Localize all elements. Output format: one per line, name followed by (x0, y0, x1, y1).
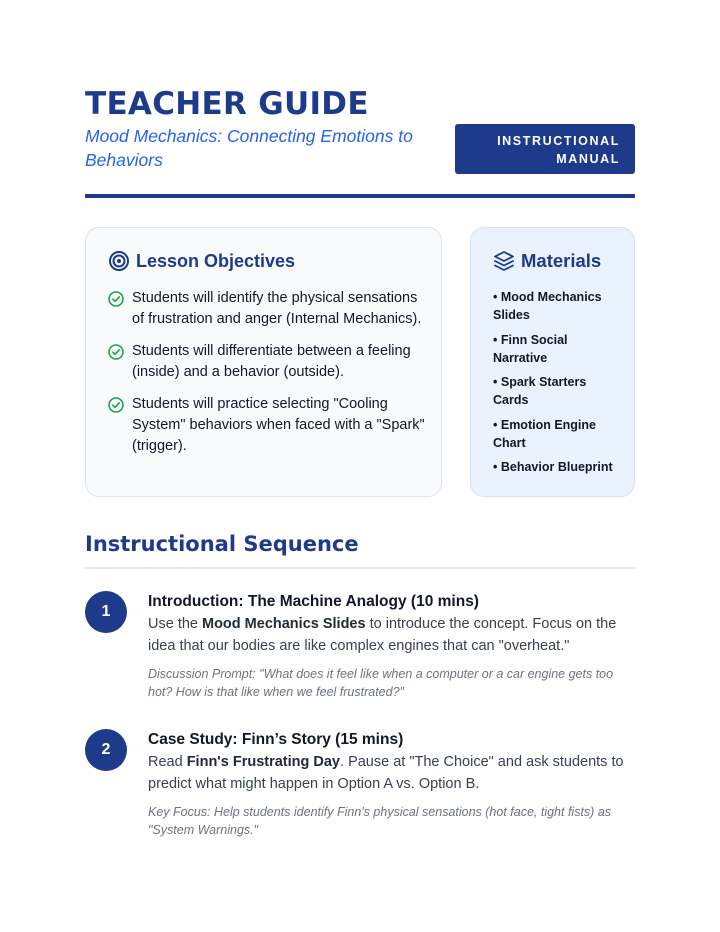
material-text: Mood Mechanics Slides (493, 290, 602, 322)
objective-text: Students will practice selecting "Cooling System" behaviors when faced with a "Spark" (trigger). (132, 396, 425, 454)
materials-list (493, 288, 623, 483)
badge-line-2: MANUAL (556, 152, 620, 166)
lesson-objectives-card (85, 227, 442, 497)
step-desc-bold: Finn's Frustrating Day (186, 754, 341, 770)
objectives-header (108, 250, 295, 272)
step-desc-text: to introduce the concept. Focus on the idea that our bodies are like complex engines that can "overheat." (148, 616, 617, 654)
materials-card (470, 227, 635, 497)
material-item: • Emotion Engine Chart (493, 417, 596, 450)
step-desc-text: Use the (148, 616, 202, 632)
objective-text: Students will identify the physical sensations of frustration and anger (Internal Mechanics). (132, 290, 422, 327)
target-icon (108, 250, 130, 272)
step-body (148, 591, 638, 701)
sequence-divider (85, 567, 635, 569)
objectives-heading: Lesson Objectives (136, 250, 296, 271)
material-item: • Spark Starters Cards (493, 375, 587, 407)
materials-header (493, 250, 601, 272)
material-item: • Mood Mechanics Slides (493, 290, 602, 322)
material-item: • Finn Social Narrative (493, 332, 568, 365)
step-number-badge: 1 (85, 591, 127, 633)
document-header (85, 86, 635, 186)
step-note: Discussion Prompt: "What does it feel like when a computer or a car engine gets too hot? How is that like when we feel frustrated?" (148, 667, 614, 699)
step-number-badge: 2 (85, 729, 127, 771)
header-divider (85, 194, 635, 198)
objective-item (108, 341, 428, 383)
instructional-manual-badge (455, 124, 635, 174)
check-circle-icon (108, 397, 124, 413)
objectives-list (108, 288, 428, 468)
materials-heading: Materials (521, 250, 602, 271)
step-desc-text: Read (148, 754, 187, 770)
page-subtitle: Mood Mechanics: Connecting Emotions to Behaviors (85, 126, 413, 170)
material-text: Spark Starters Cards (493, 375, 587, 407)
objective-item (108, 288, 428, 330)
page-title: TEACHER GUIDE (85, 86, 369, 122)
check-circle-icon (108, 344, 124, 360)
material-text: Emotion Engine Chart (493, 417, 596, 450)
step-title: Case Study: Finn’s Story (15 mins) (148, 731, 404, 748)
badge-line-1: INSTRUCTIONAL (497, 134, 620, 148)
check-circle-icon (108, 291, 124, 307)
step-desc-text: . Pause at "The Choice" and ask students to predict what might happen in Option A vs. Option B. (148, 754, 624, 792)
objective-text: Students will differentiate between a feeling (inside) and a behavior (outside). (132, 343, 411, 380)
step-description (148, 614, 638, 657)
material-text: Finn Social Narrative (493, 332, 568, 365)
material-text: Behavior Blueprint (500, 460, 613, 474)
objective-item (108, 394, 428, 457)
material-item: • Behavior Blueprint (493, 460, 613, 474)
step-note: Key Focus: Help students identify Finn's physical sensations (hot face, tight fists) as "System Warnings." (148, 805, 612, 837)
step-body (148, 729, 638, 839)
step-description (148, 752, 638, 795)
sequence-heading: Instructional Sequence (85, 532, 359, 556)
layers-icon (493, 250, 515, 272)
step-desc-bold: Mood Mechanics Slides (202, 616, 366, 632)
step-title: Introduction: The Machine Analogy (10 mins) (148, 593, 479, 610)
